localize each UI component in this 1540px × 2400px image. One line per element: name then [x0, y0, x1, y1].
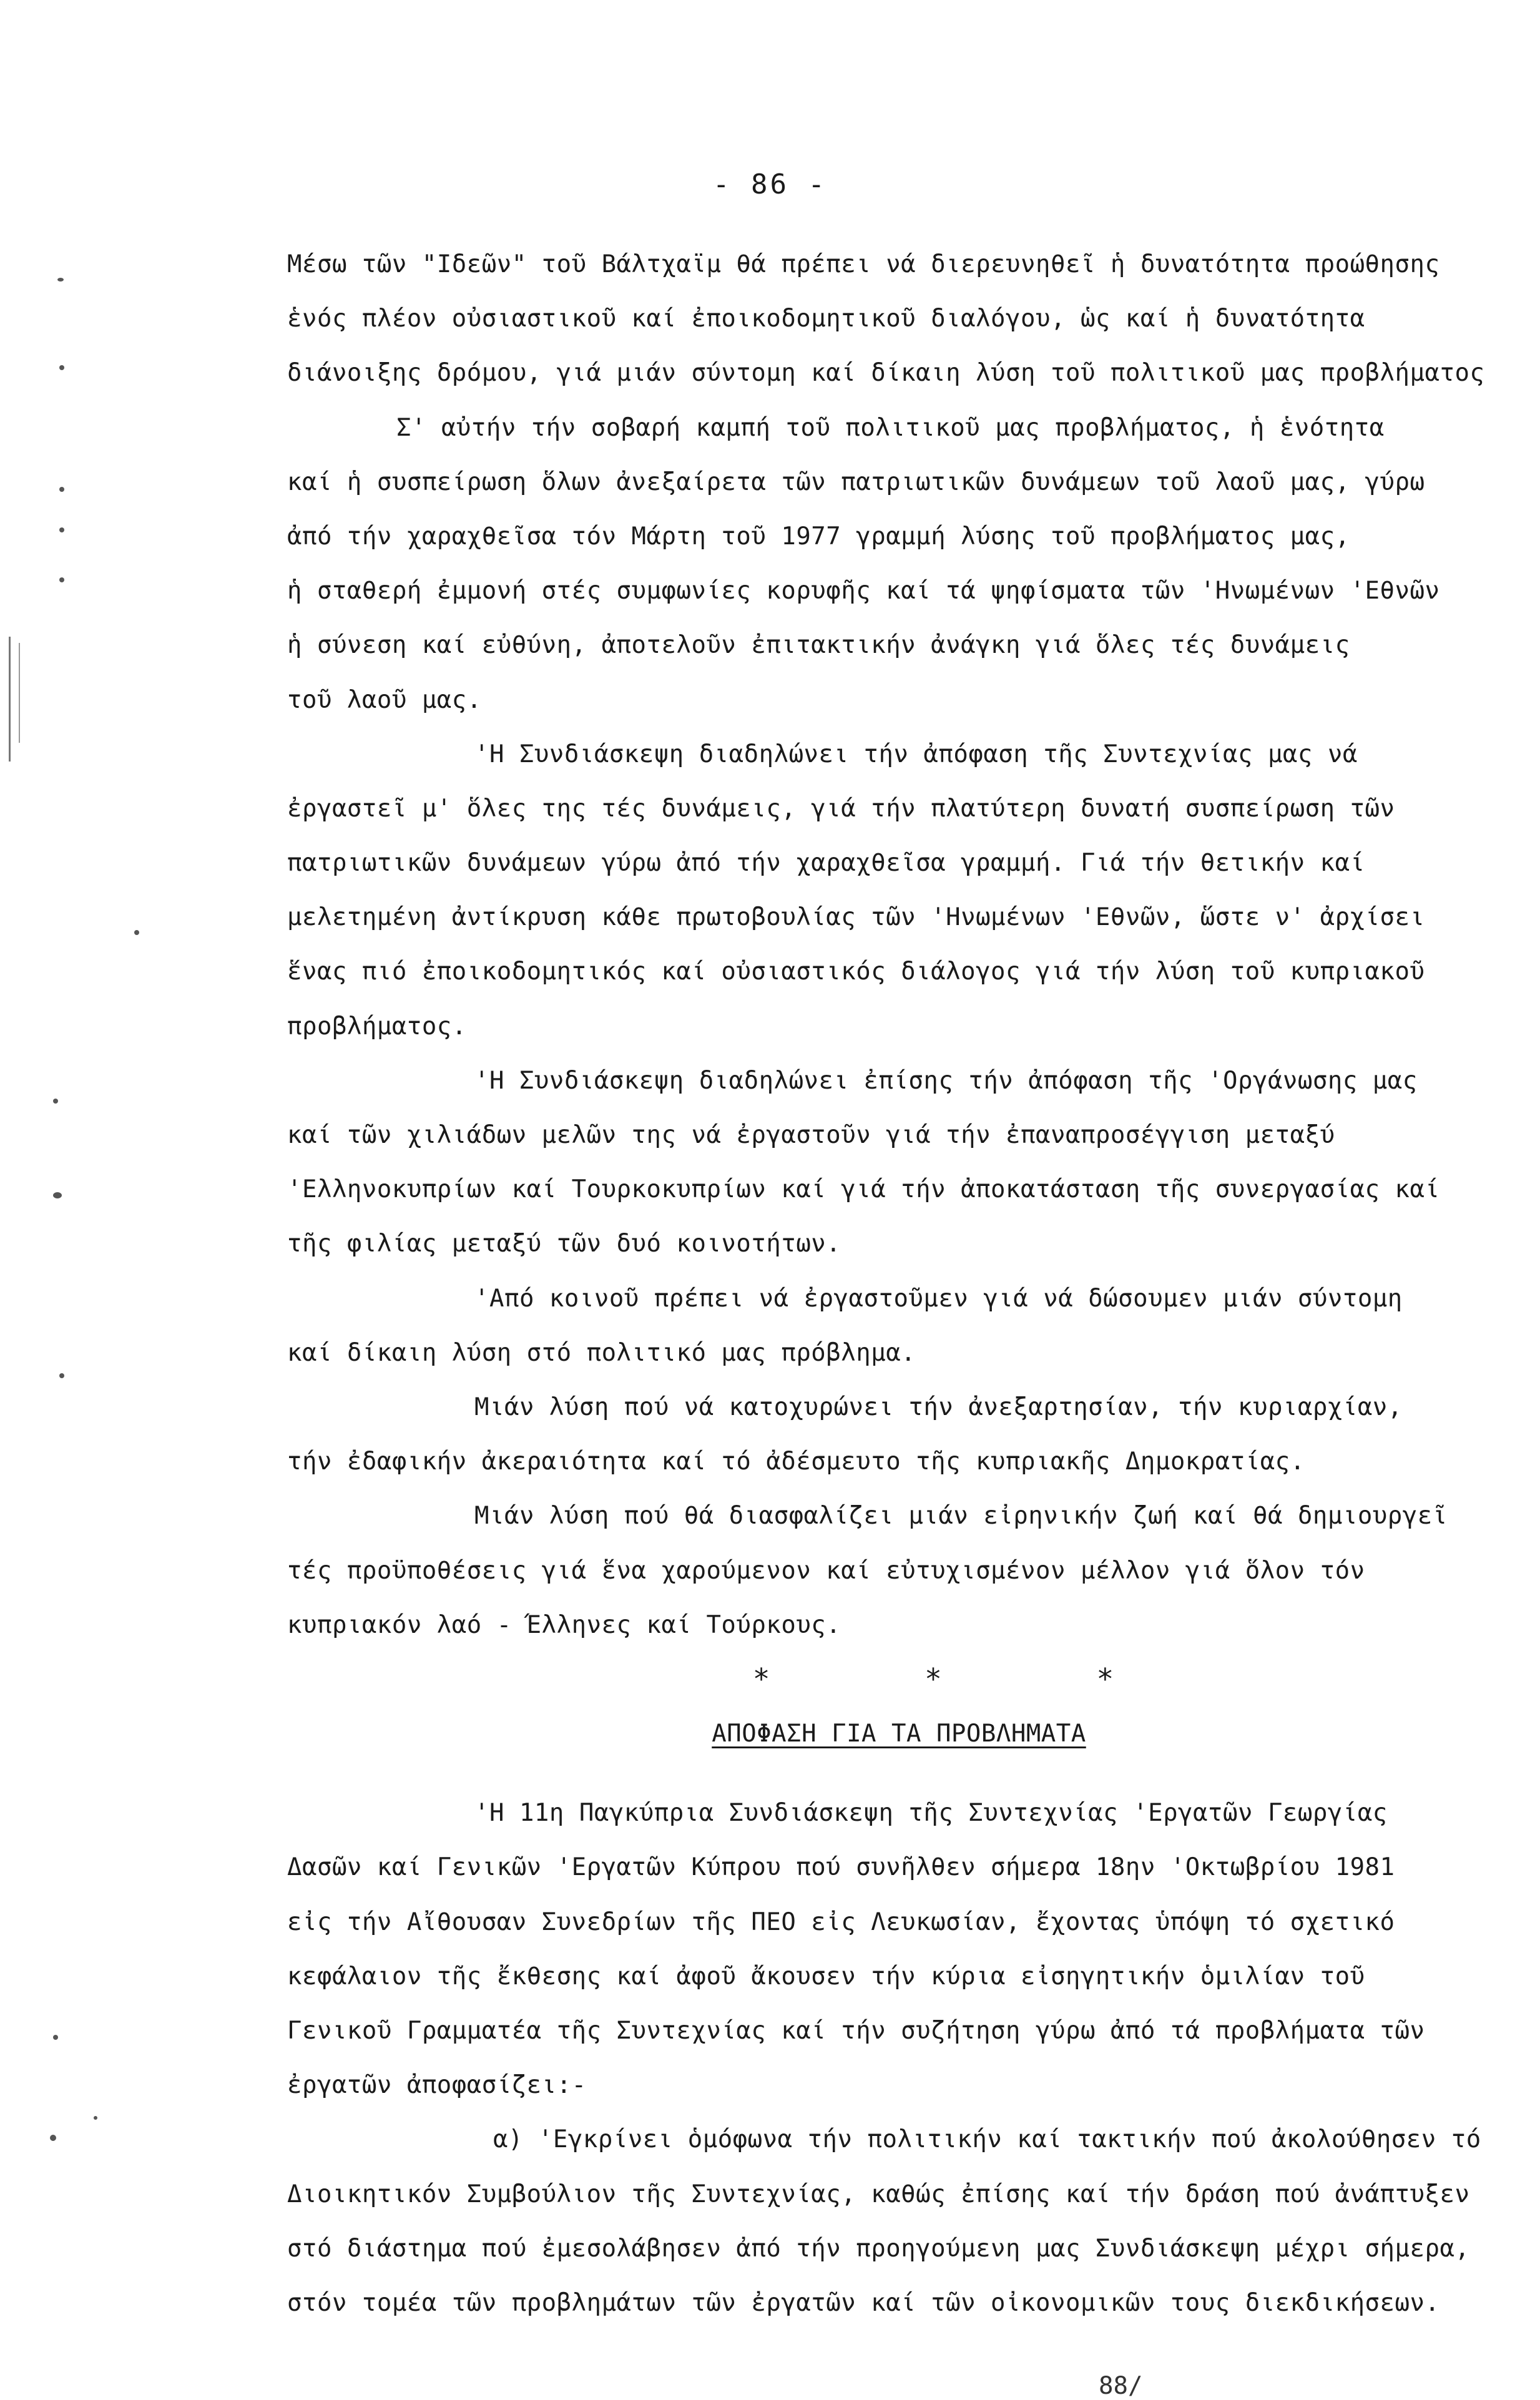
scan-speck	[57, 278, 64, 282]
scan-speck	[59, 1373, 64, 1378]
text-line: πατριωτικῶν δυνάμεων γύρω ἀπό τήν χαραχθεῖσα γραμμή. Γιά τήν θετικήν καί	[287, 849, 1365, 878]
text-line: τῆς φιλίας μεταξύ τῶν δυό κοινοτήτων.	[287, 1230, 841, 1258]
text-line: Δασῶν καί Γενικῶν 'Εργατῶν Κύπρου πού συνῆλθεν σήμερα 18ην 'Οκτωβρίου 1981	[287, 1853, 1395, 1882]
text-line: ἑνός πλέον οὐσιαστικοῦ καί ἐποικοδομητικοῦ διαλόγου, ὡς καί ἡ δυνατότητα	[287, 305, 1365, 333]
text-line: τές προϋποθέσεις γιά ἕνα χαρούμενον καί εὐτυχισμένον μέλλον γιά ὅλον τόν	[287, 1556, 1365, 1585]
paragraph-start: 'Από κοινοῦ πρέπει νά ἐργαστοῦμεν γιά νά δώσουμεν μιάν σύντομη	[474, 1284, 1403, 1313]
scan-speck	[59, 527, 64, 532]
section-separator-stars: * * *	[752, 1662, 1183, 1696]
scan-speck	[53, 2035, 58, 2040]
text-line: καί δίκαιη λύση στό πολιτικό μας πρόβλημα.	[287, 1338, 916, 1367]
scan-speck	[53, 1099, 58, 1104]
scan-edge-mark	[9, 637, 11, 762]
paragraph-start: 'Η Συνδιάσκεψη διαδηλώνει ἐπίσης τήν ἀπόφαση τῆς 'Οργάνωσης μας	[474, 1066, 1418, 1095]
text-line: ἀπό τήν χαραχθεῖσα τόν Μάρτη τοῦ 1977 γραμμή λύσης τοῦ προβλήματος μας,	[287, 522, 1350, 551]
list-item-a: α) 'Εγκρίνει ὁμόφωνα τήν πολιτικήν καί τακτικήν πού ἀκολούθησεν τό	[493, 2125, 1481, 2154]
scan-speck	[59, 365, 64, 370]
section-heading-text: ΑΠΟΦΑΣΗ ΓΙΑ ΤΑ ΠΡΟΒΛΗΜΑΤΑ	[712, 1720, 1086, 1748]
text-line: κεφάλαιον τῆς ἔκθεσης καί ἀφοῦ ἄκουσεν τήν κύρια εἰσηγητικήν ὁμιλίαν τοῦ	[287, 1962, 1365, 1991]
scan-speck	[50, 2135, 56, 2141]
text-line: καί ἡ συσπείρωση ὅλων ἀνεξαίρετα τῶν πατριωτικῶν δυνάμεων τοῦ λαοῦ μας, γύρω	[287, 468, 1425, 496]
scan-speck	[59, 577, 64, 582]
spacer	[287, 1761, 1511, 1786]
text-line: στό διάστημα πού ἐμεσολάβησεν ἀπό τήν προηγούμενη μας Συνδιάσκεψη μέχρι σήμερα,	[287, 2234, 1470, 2263]
paragraph-start: Σ' αὐτήν τήν σοβαρή καμπή τοῦ πολιτικοῦ μας προβλήματος, ἡ ἑνότητα	[396, 413, 1385, 442]
paragraph-start: Μιάν λύση πού νά κατοχυρώνει τήν ἀνεξαρτησίαν, τήν κυριαρχίαν,	[474, 1393, 1403, 1421]
text-line: μελετημένη ἀντίκρυση κάθε πρωτοβουλίας τῶν 'Ηνωμένων 'Εθνῶν, ὥστε ν' ἀρχίσει	[287, 903, 1425, 932]
text-line: Γενικοῦ Γραμματέα τῆς Συντεχνίας καί τήν συζήτηση γύρω ἀπό τά προβλήματα τῶν	[287, 2017, 1425, 2045]
scan-edge-mark	[19, 643, 20, 743]
text-line: Διοικητικόν Συμβούλιον τῆς Συντεχνίας, καθώς ἐπίσης καί τήν δράση πού ἀνάπτυξεν	[287, 2180, 1470, 2208]
text-line: ἐργαστεῖ μ' ὅλες της τές δυνάμεις, γιά τήν πλατύτερη δυνατή συσπείρωση τῶν	[287, 794, 1395, 823]
text-line: εἰς τήν Αἴθουσαν Συνεδρίων τῆς ΠΕΟ εἰς Λευκωσίαν, ἔχοντας ὑπόψη τό σχετικό	[287, 1908, 1395, 1936]
text-line: ἡ σταθερή ἐμμονή στές συμφωνίες κορυφῆς καί τά ψηφίσματα τῶν 'Ηνωμένων 'Εθνῶν	[287, 577, 1440, 605]
text-line: τοῦ λαοῦ μας.	[287, 685, 482, 714]
scan-speck	[94, 2116, 97, 2120]
next-page-marker: 88/	[1099, 2372, 1143, 2400]
text-line: ἡ σύνεση καί εὐθύνη, ἀποτελοῦν ἐπιτακτικήν ἀνάγκη γιά ὅλες τές δυνάμεις	[287, 631, 1350, 660]
page-number: - 86 -	[713, 169, 827, 200]
paragraph-start: 'Η Συνδιάσκεψη διαδηλώνει τήν ἀπόφαση τῆς Συντεχνίας μας νά	[474, 740, 1358, 768]
text-line: διάνοιξης δρόμου, γιά μιάν σύντομη καί δίκαιη λύση τοῦ πολιτικοῦ μας προβλήματος	[287, 359, 1485, 388]
paragraph-start: 'Η 11η Παγκύπρια Συνδιάσκεψη τῆς Συντεχνίας 'Εργατῶν Γεωργίας	[474, 1799, 1388, 1828]
text-line: Μέσω τῶν "Ιδεῶν" τοῦ Βάλτχαϊμ θά πρέπει νά διερευνηθεῖ ἡ δυνατότητα προώθησης	[287, 250, 1440, 278]
section-heading	[287, 1707, 1511, 1761]
text-line: ἕνας πιό ἐποικοδομητικός καί οὐσιαστικός διάλογος γιά τήν λύση τοῦ κυπριακοῦ	[287, 958, 1425, 986]
text-line: προβλήματος.	[287, 1012, 467, 1041]
scan-speck	[53, 1192, 62, 1198]
text-line: τήν ἐδαφικήν ἀκεραιότητα καί τό ἀδέσμευτο τῆς κυπριακῆς Δημοκρατίας.	[287, 1447, 1305, 1476]
text-line: στόν τομέα τῶν προβλημάτων τῶν ἐργατῶν καί τῶν οἰκονομικῶν τους διεκδικήσεων.	[287, 2288, 1440, 2317]
text-line: ἐργατῶν ἀποφασίζει:-	[287, 2071, 587, 2100]
text-line: 'Ελληνοκυπρίων καί Τουρκοκυπρίων καί γιά τήν ἀποκατάσταση τῆς συνεργασίας καί	[287, 1175, 1440, 1204]
text-line: καί τῶν χιλιάδων μελῶν της νά ἐργαστοῦν γιά τήν ἐπαναπροσέγγιση μεταξύ	[287, 1121, 1335, 1149]
text-line: κυπριακόν λαό - Έλληνες καί Τούρκους.	[287, 1610, 841, 1639]
scan-speck	[134, 930, 139, 935]
body-text	[287, 237, 1511, 2330]
scan-speck	[59, 487, 64, 492]
paragraph-start: Μιάν λύση πού θά διασφαλίζει μιάν εἰρηνικήν ζωή καί θά δημιουργεῖ	[474, 1502, 1448, 1531]
